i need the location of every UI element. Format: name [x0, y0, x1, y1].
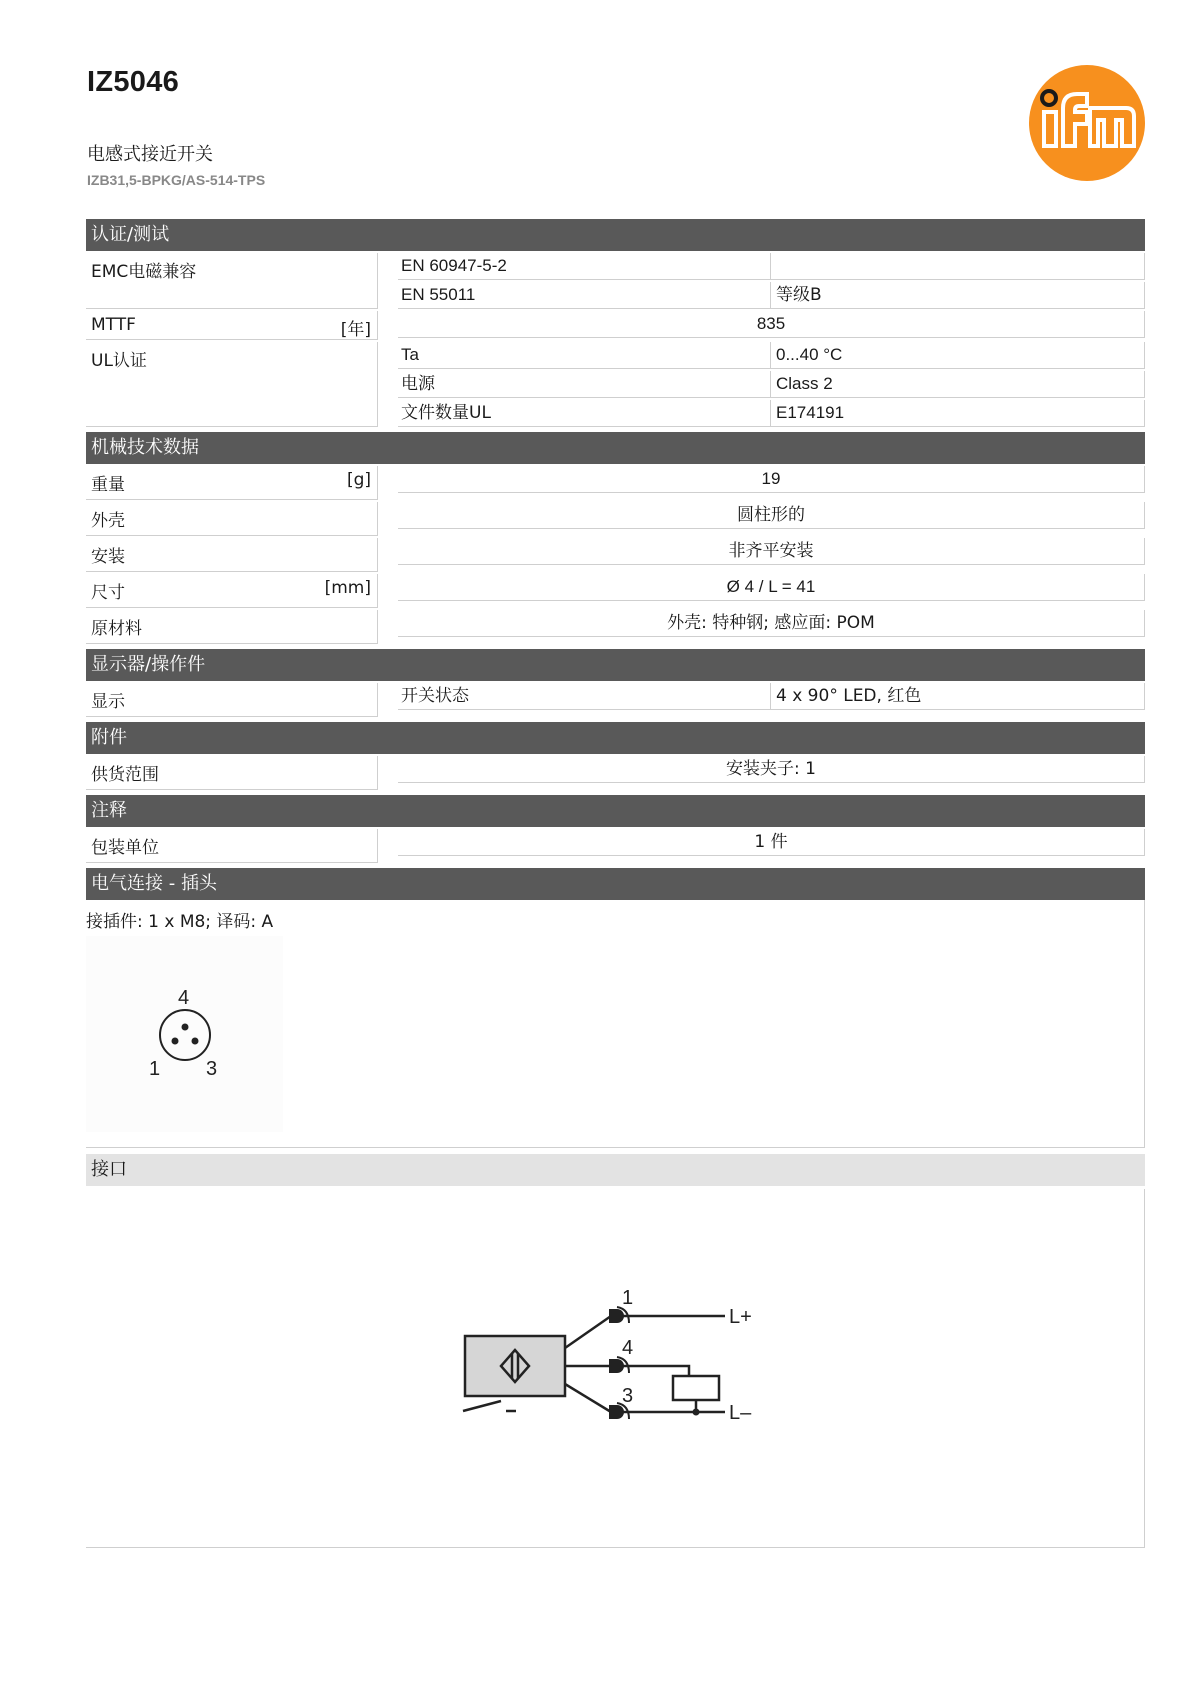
ul-group: [86, 342, 1145, 427]
mech-row: 重量 [g] 19: [86, 466, 1145, 500]
mttf-value: 835: [756, 314, 786, 333]
connector-box: [86, 900, 1145, 1148]
ul-row: 文件数量UL E174191: [398, 400, 1145, 427]
mech-value: 外壳: 特种钢; 感应面: POM: [667, 613, 875, 633]
mech-row: 原材料 外壳: 特种钢; 感应面: POM: [86, 610, 1145, 644]
section-electrical-header: 电气连接 - 插头: [86, 868, 1145, 900]
ifm-logo: [1028, 64, 1146, 182]
wire-label-1: 1: [622, 1287, 634, 1309]
product-code: IZ5046: [87, 66, 180, 98]
mech-value: Ø 4 / L = 41: [726, 577, 816, 596]
mttf-unit: [年]: [340, 320, 371, 340]
ul-label: UL认证: [86, 342, 378, 427]
section-accessories-header: 附件: [86, 722, 1145, 754]
mech-value: 19: [761, 469, 781, 488]
mech-row: 尺寸 [mm] Ø 4 / L = 41: [86, 574, 1145, 608]
display-row: 显示 开关状态 4 x 90° LED, 红色: [86, 683, 1145, 717]
accessories-row: 供货范围 安装夹子: 1: [86, 756, 1145, 790]
ul-row: 电源 Class 2: [398, 371, 1145, 398]
mech-value: 非齐平安装: [728, 541, 814, 561]
unit-label: [mm]: [324, 578, 371, 598]
pin-label-4: 4: [178, 987, 190, 1009]
connector-caption: 接插件: 1 x M8; 译码: A: [86, 912, 274, 932]
datasheet: [86, 219, 1145, 1548]
mech-row: 安装 非齐平安装: [86, 538, 1145, 572]
mech-row: 外壳 圆柱形的: [86, 502, 1145, 536]
wiring-box: [86, 1189, 1145, 1548]
unit-label: [g]: [346, 470, 371, 490]
wire-label-4: 4: [622, 1337, 634, 1359]
rail-label-plus: L+: [729, 1306, 752, 1328]
section-notes-header: 注释: [86, 795, 1145, 827]
section-certification-header: 认证/测试: [86, 219, 1145, 251]
emc-row: EN 55011 等级B: [398, 282, 1145, 309]
mech-value: 圆柱形的: [737, 505, 805, 525]
pin-label-3: 3: [206, 1058, 218, 1080]
mttf-group: [86, 311, 1145, 340]
emc-label: EMC电磁兼容: [86, 253, 378, 309]
section-interface-header: 接口: [86, 1154, 1145, 1186]
mttf-label: MTTF [年]: [86, 311, 378, 340]
article-designation: IZB31,5-BPKG/AS-514-TPS: [87, 172, 266, 188]
notes-row: 包装单位 1 件: [86, 829, 1145, 863]
product-type: 电感式接近开关: [87, 144, 213, 165]
rail-label-minus: L–: [729, 1402, 752, 1424]
emc-row: EN 60947-5-2: [398, 253, 1145, 280]
ul-row: Ta 0...40 °C: [398, 342, 1145, 369]
section-display-header: 显示器/操作件: [86, 649, 1145, 681]
pin-label-1: 1: [149, 1058, 161, 1080]
mttf-row: [398, 311, 1145, 338]
emc-group: [86, 253, 1145, 309]
connector-pinout: [86, 936, 283, 1132]
section-mechanical-header: 机械技术数据: [86, 432, 1145, 464]
wire-label-3: 3: [622, 1385, 634, 1407]
wiring-diagram: [461, 1284, 801, 1464]
